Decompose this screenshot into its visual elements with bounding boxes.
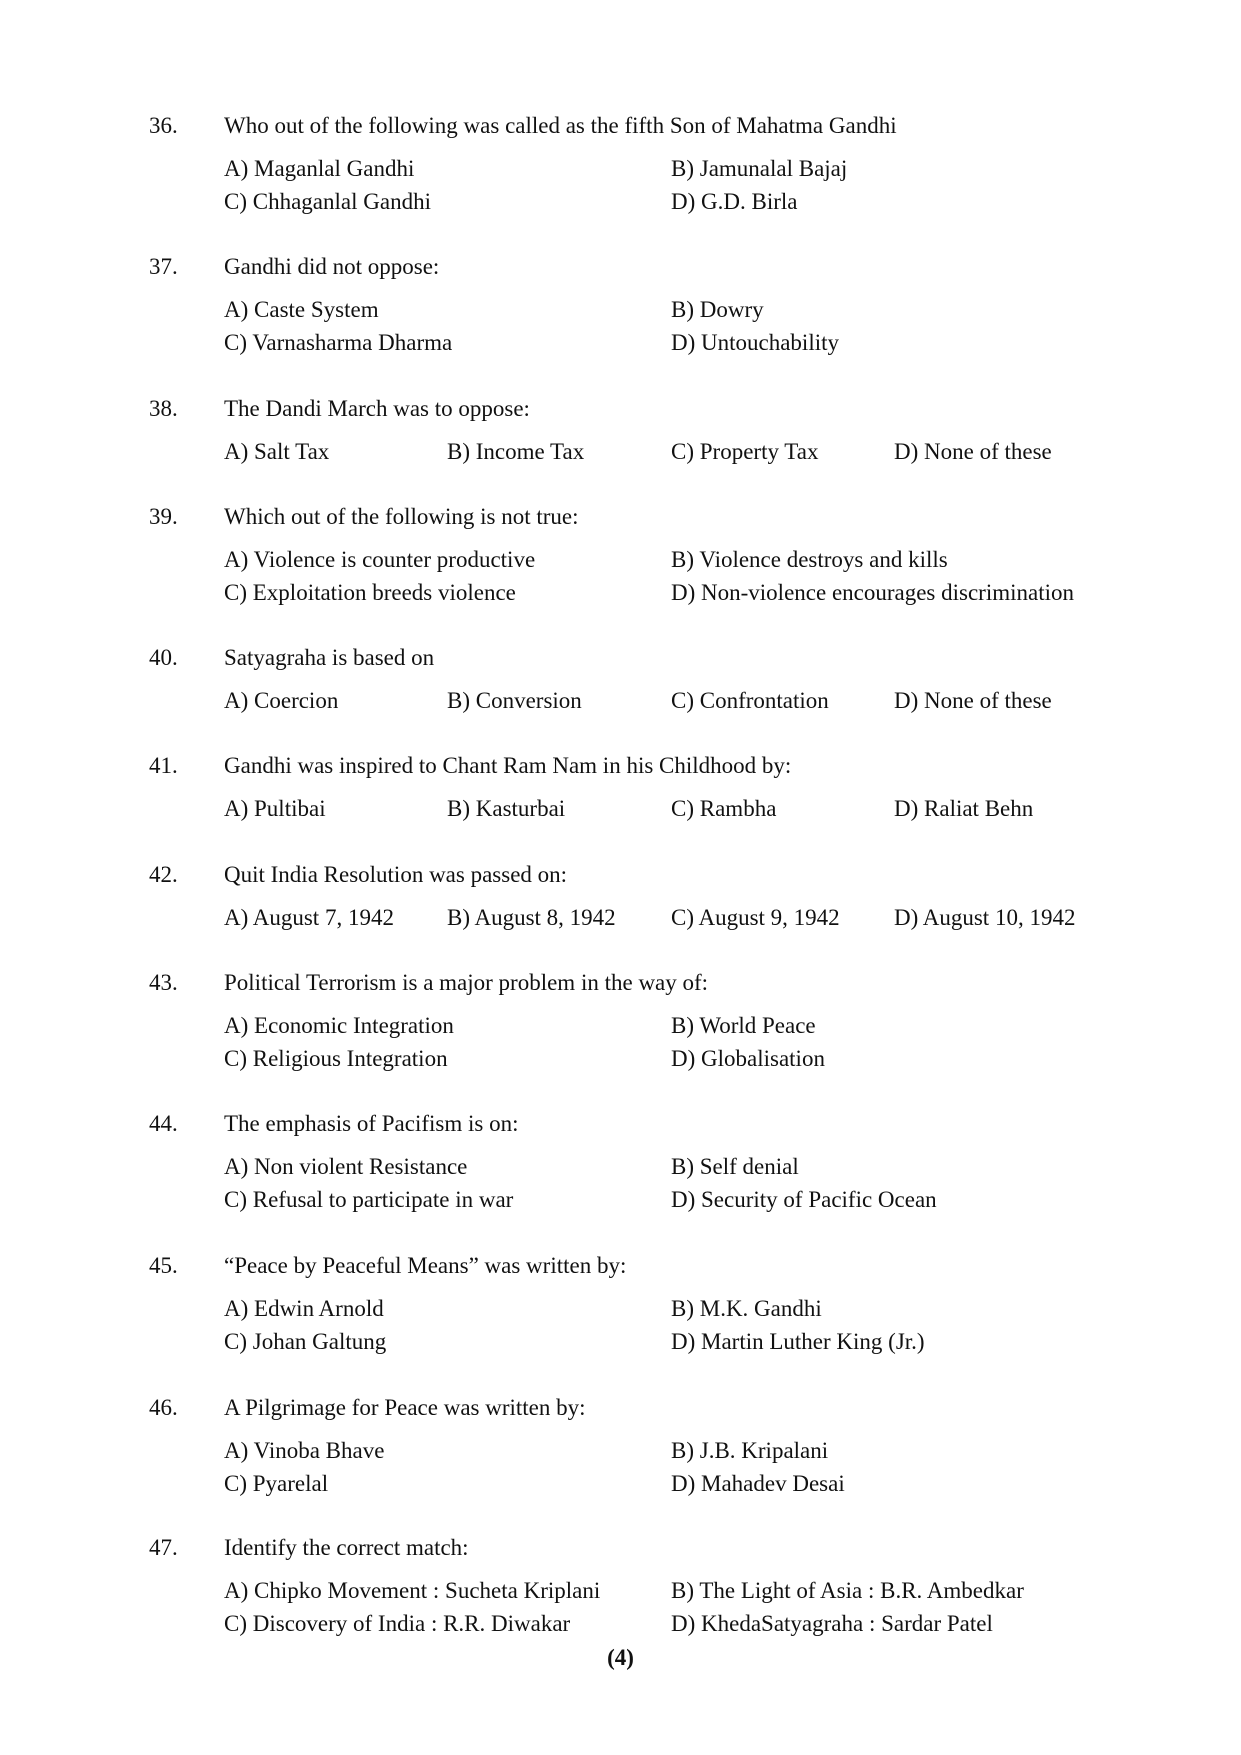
option-a: A) August 7, 1942	[224, 905, 394, 930]
question-text: Identify the correct match:	[224, 1535, 469, 1560]
option-a: A) Non violent Resistance	[224, 1154, 468, 1179]
option-a: A) Salt Tax	[224, 439, 330, 464]
option-c: C) Property Tax	[671, 439, 819, 464]
option-c: C) Exploitation breeds violence	[224, 580, 516, 605]
option-c: C) Confrontation	[671, 688, 829, 713]
question-number: 40.	[149, 645, 178, 670]
option-c: C) Rambha	[671, 796, 777, 821]
option-d: D) None of these	[894, 439, 1052, 464]
option-c: C) Pyarelal	[224, 1471, 329, 1496]
question-text: Which out of the following is not true:	[224, 504, 579, 529]
question-text: A Pilgrimage for Peace was written by:	[224, 1395, 586, 1420]
option-b: B) J.B. Kripalani	[671, 1438, 829, 1463]
option-c: C) Varnasharma Dharma	[224, 330, 453, 355]
option-a: A) Violence is counter productive	[224, 547, 536, 572]
question-number: 38.	[149, 396, 178, 421]
question-number: 37.	[149, 254, 178, 279]
question-number: 47.	[149, 1535, 178, 1560]
option-d: D) Security of Pacific Ocean	[671, 1187, 937, 1212]
question-number: 46.	[149, 1395, 178, 1420]
option-b: B) M.K. Gandhi	[671, 1296, 822, 1321]
question-number: 41.	[149, 753, 178, 778]
option-c: C) August 9, 1942	[671, 905, 840, 930]
option-a: A) Chipko Movement : Sucheta Kriplani	[224, 1578, 601, 1603]
question-text: Gandhi did not oppose:	[224, 254, 440, 279]
option-b: B) World Peace	[671, 1013, 816, 1038]
option-b: B) August 8, 1942	[447, 905, 616, 930]
option-c: C) Discovery of India : R.R. Diwakar	[224, 1611, 571, 1636]
question-text: Gandhi was inspired to Chant Ram Nam in his Childhood by:	[224, 753, 792, 778]
option-d: D) Globalisation	[671, 1046, 825, 1071]
option-b: B) Dowry	[671, 297, 764, 322]
question-text: Quit India Resolution was passed on:	[224, 862, 568, 887]
option-b: B) Kasturbai	[447, 796, 566, 821]
option-a: A) Edwin Arnold	[224, 1296, 384, 1321]
option-b: B) Violence destroys and kills	[671, 547, 948, 572]
option-b: B) Conversion	[447, 688, 582, 713]
option-a: A) Maganlal Gandhi	[224, 156, 415, 181]
option-b: B) Self denial	[671, 1154, 799, 1179]
question-text: The emphasis of Pacifism is on:	[224, 1111, 519, 1136]
option-d: D) Untouchability	[671, 330, 839, 355]
option-d: D) G.D. Birla	[671, 189, 798, 214]
question-text: The Dandi March was to oppose:	[224, 396, 530, 421]
question-number: 42.	[149, 862, 178, 887]
question-number: 43.	[149, 970, 178, 995]
option-c: C) Refusal to participate in war	[224, 1187, 514, 1212]
question-number: 36.	[149, 113, 178, 138]
option-a: A) Caste System	[224, 297, 379, 322]
option-b: B) The Light of Asia : B.R. Ambedkar	[671, 1578, 1024, 1603]
option-d: D) KhedaSatyagraha : Sardar Patel	[671, 1611, 993, 1636]
option-c: C) Chhaganlal Gandhi	[224, 189, 431, 214]
question-text: Satyagraha is based on	[224, 645, 435, 670]
option-c: C) Religious Integration	[224, 1046, 448, 1071]
question-number: 44.	[149, 1111, 178, 1136]
option-d: D) Non-violence encourages discrimination	[671, 580, 1075, 605]
option-d: D) None of these	[894, 688, 1052, 713]
option-d: D) August 10, 1942	[894, 905, 1076, 930]
page-number: (4)	[607, 1645, 634, 1670]
option-a: A) Vinoba Bhave	[224, 1438, 385, 1463]
option-d: D) Mahadev Desai	[671, 1471, 845, 1496]
option-d: D) Martin Luther King (Jr.)	[671, 1329, 925, 1354]
question-number: 45.	[149, 1253, 178, 1278]
question-text: Political Terrorism is a major problem in the way of:	[224, 970, 709, 995]
option-c: C) Johan Galtung	[224, 1329, 387, 1354]
option-a: A) Economic Integration	[224, 1013, 454, 1038]
question-number: 39.	[149, 504, 178, 529]
option-b: B) Jamunalal Bajaj	[671, 156, 848, 181]
option-b: B) Income Tax	[447, 439, 585, 464]
option-a: A) Coercion	[224, 688, 339, 713]
option-d: D) Raliat Behn	[894, 796, 1034, 821]
option-a: A) Pultibai	[224, 796, 326, 821]
question-text: “Peace by Peaceful Means” was written by:	[224, 1253, 627, 1278]
question-text: Who out of the following was called as the fifth Son of Mahatma Gandhi	[224, 113, 897, 138]
